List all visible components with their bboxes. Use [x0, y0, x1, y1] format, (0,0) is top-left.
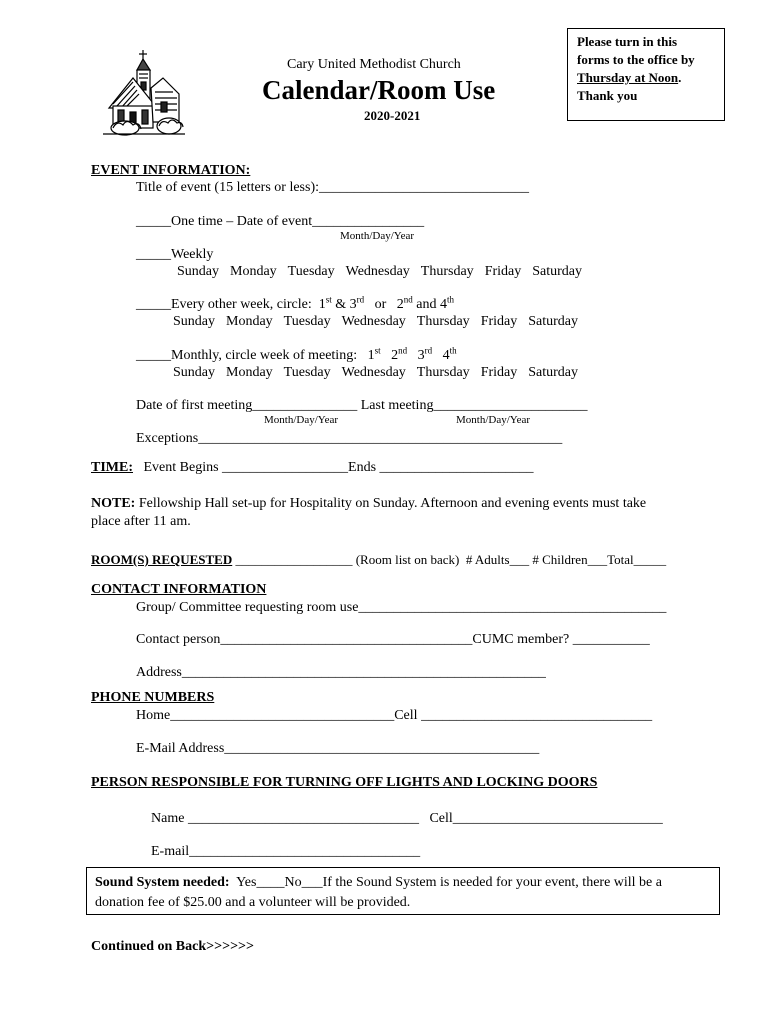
- week-option[interactable]: 3rd: [417, 345, 433, 363]
- weekly-blank[interactable]: _____: [136, 247, 171, 262]
- last-meeting-field[interactable]: ______________________: [433, 398, 588, 413]
- monthly-days: [173, 364, 578, 381]
- day-option[interactable]: Tuesday: [283, 365, 331, 380]
- day-option[interactable]: Wednesday: [341, 365, 406, 380]
- responsible-name-label: Name: [151, 811, 185, 826]
- first-meeting-hint: Month/Day/Year: [264, 414, 339, 426]
- day-option[interactable]: Tuesday: [287, 264, 335, 279]
- rooms-row: [91, 552, 666, 568]
- home-field[interactable]: ________________________________: [170, 708, 395, 723]
- monthly-blank[interactable]: _____: [136, 348, 171, 363]
- day-option[interactable]: Wednesday: [341, 314, 406, 329]
- week-option[interactable]: 2nd and 4th: [396, 294, 455, 312]
- email-label: E-Mail Address: [136, 741, 225, 756]
- day-option[interactable]: Friday: [484, 264, 522, 279]
- email-row: [136, 740, 539, 757]
- every-other-days: [173, 313, 578, 330]
- sound-system-box: [86, 867, 720, 915]
- contact-heading: CONTACT INFORMATION: [91, 582, 267, 597]
- responsible-email-row: [151, 843, 420, 860]
- rooms-label: ROOM(S) REQUESTED: [91, 552, 233, 567]
- weekly-row: [136, 246, 213, 263]
- day-option[interactable]: Saturday: [528, 365, 579, 380]
- one-time-blank[interactable]: _____: [136, 214, 171, 229]
- group-label: Group/ Committee requesting room use: [136, 600, 359, 615]
- event-title-field[interactable]: ______________________________: [319, 180, 530, 195]
- note-line-1: [91, 495, 646, 512]
- notice-deadline: Thursday at Noon: [577, 70, 679, 85]
- responsible-cell-label: Cell: [429, 811, 453, 826]
- every-other-row: [136, 296, 454, 313]
- note-label: NOTE:: [91, 496, 136, 511]
- sound-text-1: If the Sound System is needed for your event, there will be a: [322, 875, 662, 890]
- event-info-heading: EVENT INFORMATION:: [91, 163, 251, 178]
- day-option[interactable]: Tuesday: [283, 314, 331, 329]
- continued-on-back: Continued on Back>>>>>>: [91, 939, 255, 954]
- notice-line-1: Please turn in this: [577, 34, 678, 49]
- notice-line-4: Thank you: [577, 88, 638, 103]
- day-option[interactable]: Thursday: [420, 264, 474, 279]
- monthly-label: Monthly, circle week of meeting:: [171, 348, 358, 363]
- contact-person-label: Contact person: [136, 632, 221, 647]
- one-time-row: [136, 213, 424, 230]
- rooms-field[interactable]: __________________: [235, 552, 353, 567]
- time-row: [91, 459, 534, 476]
- event-begins-label: Event Begins: [143, 460, 219, 475]
- last-meeting-label: Last meeting: [360, 398, 434, 413]
- notice-deadline-row: [577, 69, 724, 87]
- church-sketch-icon: [103, 48, 185, 136]
- address-row: [136, 664, 546, 681]
- home-label: Home: [136, 708, 171, 723]
- note-line-2: place after 11 am.: [91, 514, 191, 529]
- phone-heading: PHONE NUMBERS: [91, 690, 215, 705]
- event-ends-field[interactable]: ______________________: [379, 460, 534, 475]
- home-phone-row: [136, 707, 652, 724]
- responsible-email-field[interactable]: _________________________________: [189, 844, 421, 859]
- event-begins-field[interactable]: __________________: [222, 460, 349, 475]
- responsible-email-label: E-mail: [151, 844, 190, 859]
- day-option[interactable]: Thursday: [416, 314, 470, 329]
- day-option[interactable]: Saturday: [532, 264, 583, 279]
- notice-box: [567, 28, 725, 121]
- meeting-dates-row: [136, 397, 587, 414]
- cell-label: Cell: [394, 708, 418, 723]
- adults-field[interactable]: # Adults___: [465, 552, 530, 567]
- notice-line-2: forms to the office by: [577, 52, 695, 67]
- first-meeting-label: Date of first meeting: [136, 398, 253, 413]
- one-time-label: One time – Date of event: [171, 214, 313, 229]
- week-option[interactable]: 4th: [442, 345, 457, 363]
- sound-yes-field[interactable]: Yes____: [236, 875, 285, 890]
- responsible-heading: PERSON RESPONSIBLE FOR TURNING OFF LIGHTS AND LOCKING DOORS: [91, 775, 598, 790]
- address-label: Address: [136, 665, 182, 680]
- day-option[interactable]: Saturday: [528, 314, 579, 329]
- time-label: TIME:: [91, 460, 133, 475]
- church-name: Cary United Methodist Church: [287, 57, 461, 72]
- group-row: [136, 599, 666, 616]
- year-label: 2020-2021: [364, 108, 421, 123]
- week-option[interactable]: 1st & 3rd: [318, 294, 365, 312]
- notice-deadline-suffix: .: [678, 70, 682, 85]
- day-option[interactable]: Monday: [230, 264, 277, 279]
- monthly-row: [136, 347, 457, 364]
- event-title-label: Title of event (15 letters or less):: [136, 180, 320, 195]
- responsible-cell-field[interactable]: ______________________________: [452, 811, 663, 826]
- day-option[interactable]: Friday: [480, 365, 518, 380]
- one-time-date-field[interactable]: ________________: [312, 214, 425, 229]
- address-field[interactable]: ____________________________________________________: [181, 665, 546, 680]
- weekly-label: Weekly: [171, 247, 214, 262]
- responsible-name-field[interactable]: _________________________________: [187, 811, 419, 826]
- note-text-1: Fellowship Hall set-up for Hospitality on Sunday. Afternoon and evening events must take: [138, 496, 647, 511]
- total-field[interactable]: Total_____: [607, 552, 667, 567]
- day-option[interactable]: Monday: [226, 314, 273, 329]
- every-other-blank[interactable]: _____: [136, 297, 171, 312]
- first-meeting-field[interactable]: _______________: [252, 398, 358, 413]
- event-title-row: [136, 179, 529, 196]
- children-field[interactable]: # Children___: [532, 552, 608, 567]
- member-label: CUMC member?: [472, 632, 570, 647]
- day-option[interactable]: Sunday: [177, 264, 219, 279]
- event-ends-label: Ends: [348, 460, 377, 475]
- last-meeting-hint: Month/Day/Year: [456, 414, 531, 426]
- sound-label: Sound System needed:: [95, 875, 230, 890]
- sound-no-field[interactable]: No___: [284, 875, 323, 890]
- day-option[interactable]: Sunday: [173, 314, 215, 329]
- exceptions-label: Exceptions: [136, 431, 199, 446]
- contact-person-field[interactable]: ____________________________________: [220, 632, 473, 647]
- sound-line-2: donation fee of $25.00 and a volunteer will be provided.: [95, 895, 411, 910]
- responsible-name-row: [151, 810, 663, 827]
- email-field[interactable]: _____________________________________________: [224, 741, 540, 756]
- page-title: Calendar/Room Use: [262, 75, 496, 105]
- or-label: or: [374, 297, 387, 312]
- cell-field[interactable]: _________________________________: [421, 708, 653, 723]
- every-other-label: Every other week, circle:: [171, 297, 312, 312]
- day-option[interactable]: Sunday: [173, 365, 215, 380]
- week-option[interactable]: 2nd: [391, 345, 408, 363]
- day-option[interactable]: Thursday: [416, 365, 470, 380]
- exceptions-row: [136, 430, 562, 447]
- week-option[interactable]: 1st: [367, 345, 381, 363]
- weekly-days: [177, 263, 582, 280]
- group-field[interactable]: ____________________________________________: [358, 600, 667, 615]
- day-option[interactable]: Friday: [480, 314, 518, 329]
- sound-line-1: [95, 873, 711, 893]
- room-list-note: (Room list on back): [355, 552, 460, 567]
- one-time-date-hint: Month/Day/Year: [340, 230, 415, 242]
- day-option[interactable]: Monday: [226, 365, 273, 380]
- member-field[interactable]: ___________: [572, 632, 650, 647]
- contact-person-row: [136, 631, 650, 648]
- exceptions-field[interactable]: ____________________________________________________: [198, 431, 563, 446]
- day-option[interactable]: Wednesday: [345, 264, 410, 279]
